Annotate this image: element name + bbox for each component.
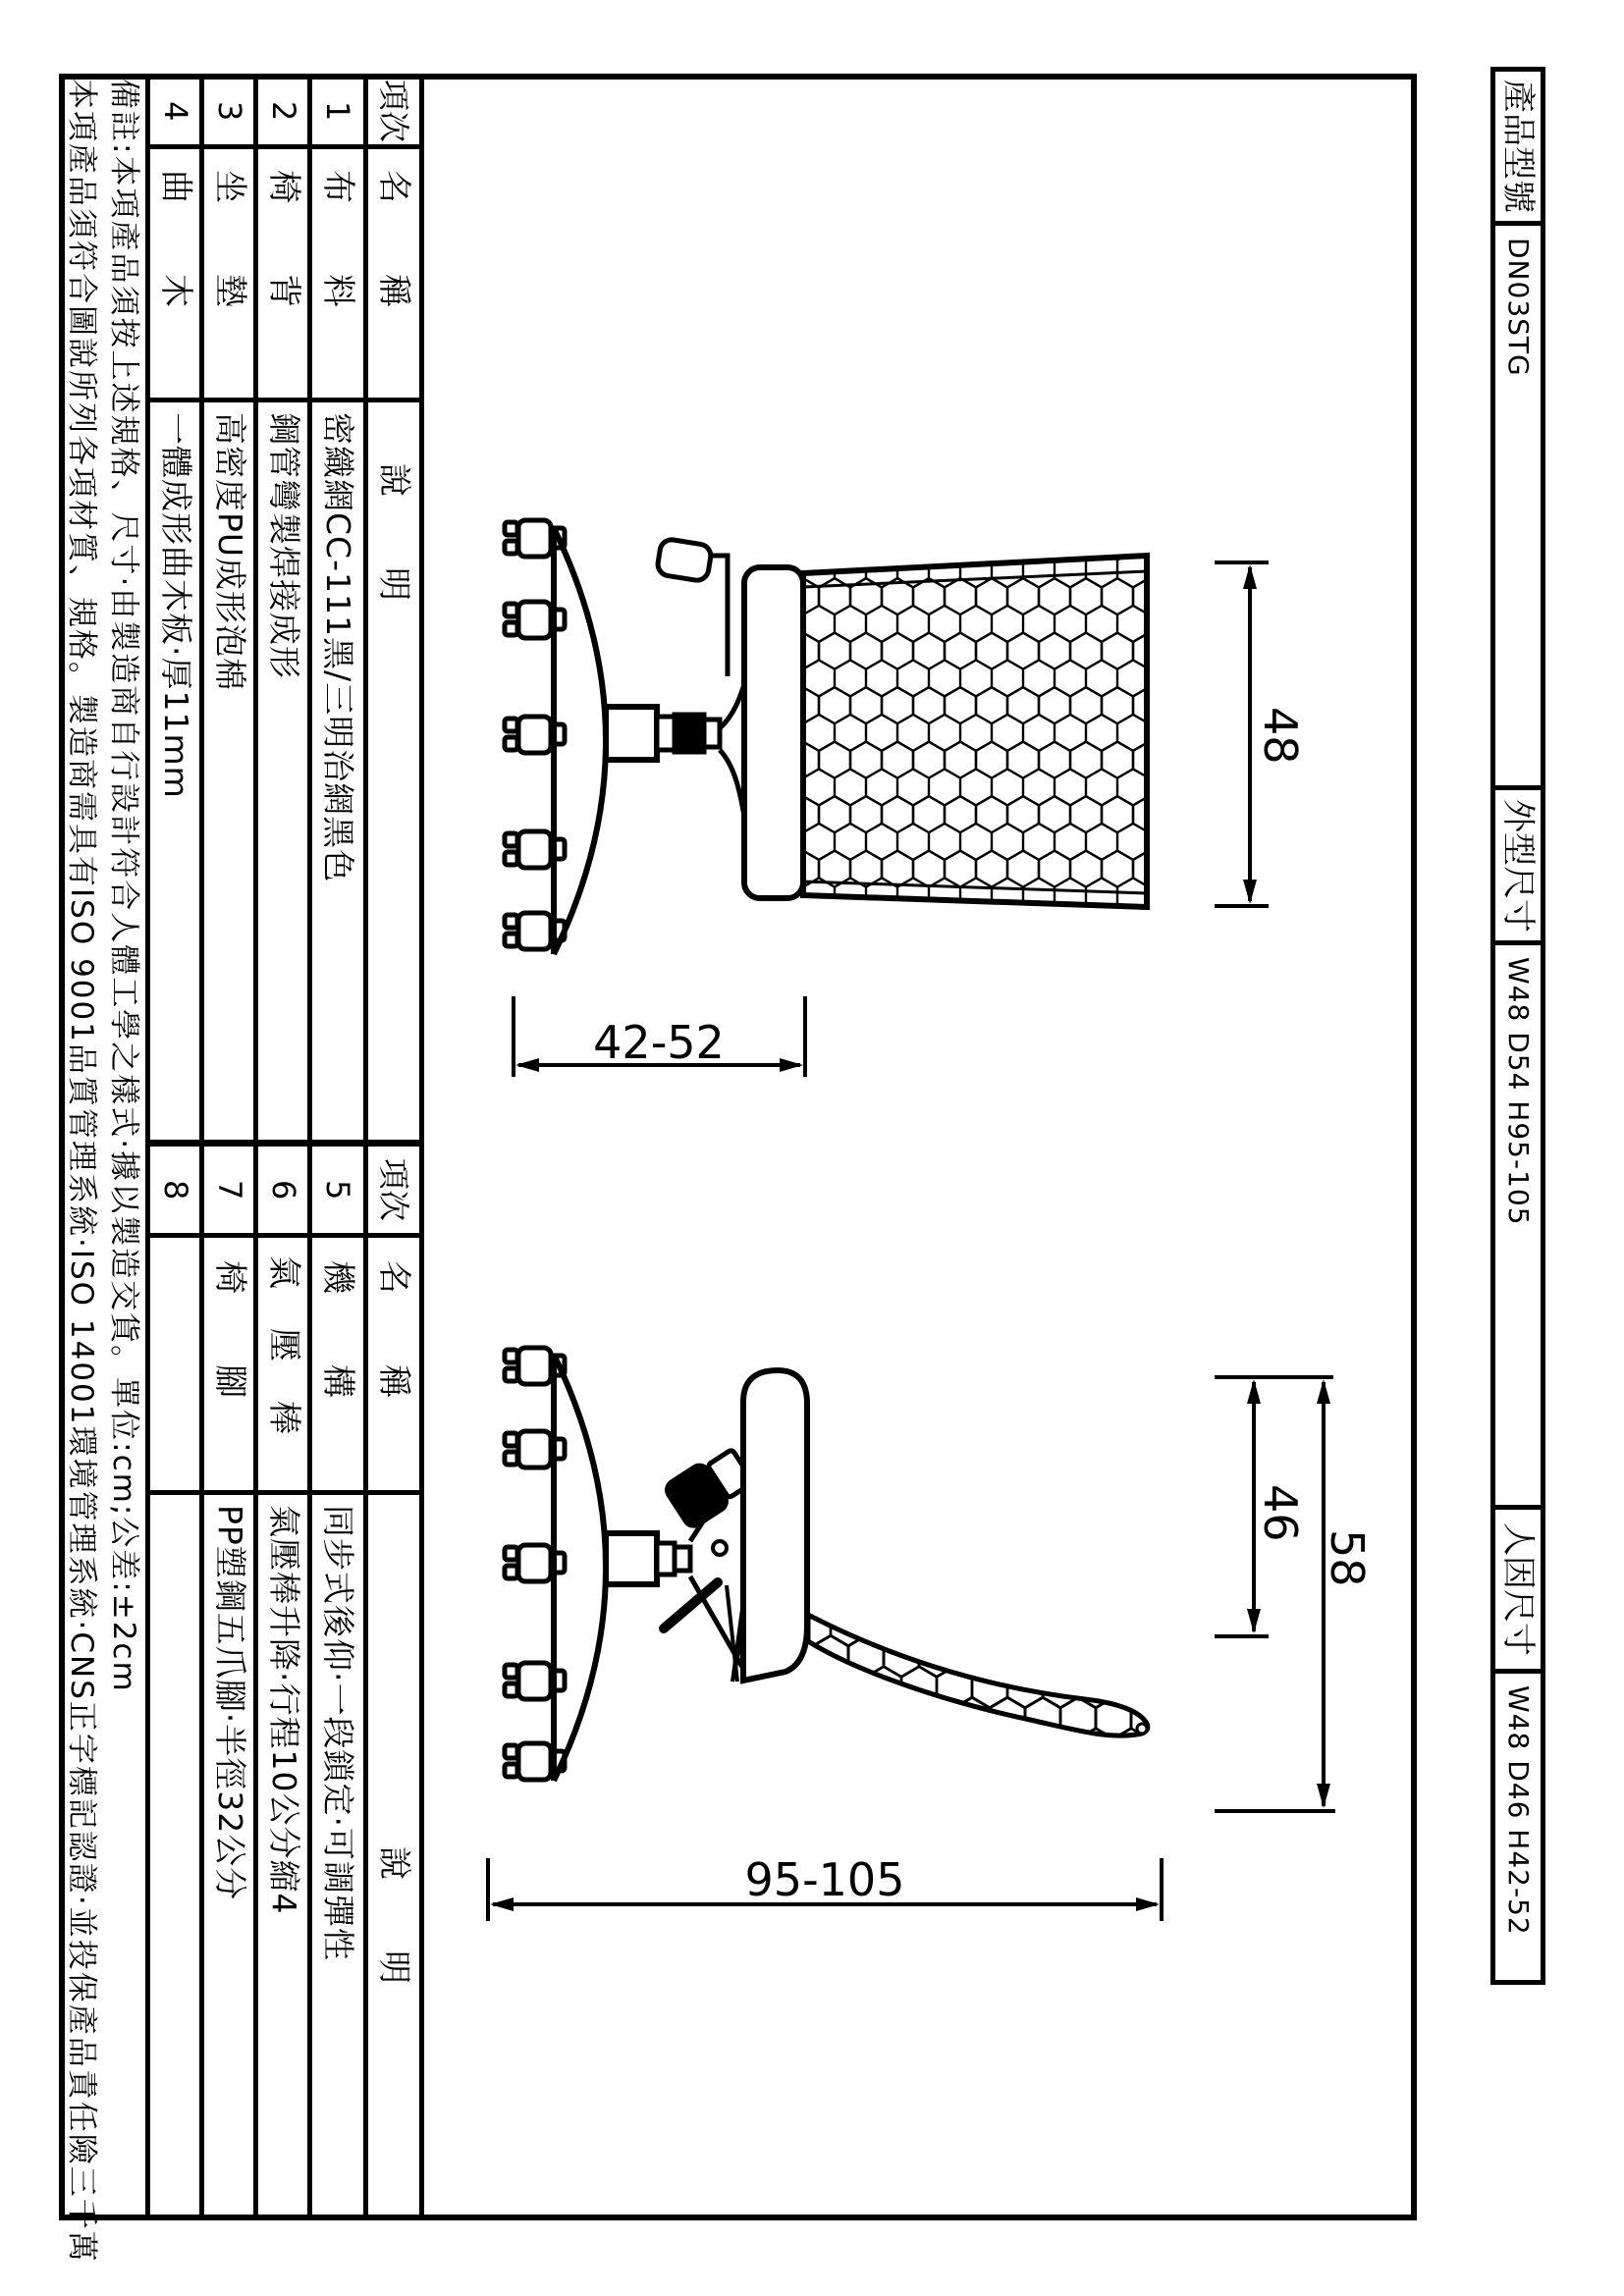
- spec-row-3-name: 坐墊: [210, 169, 249, 378]
- spec-row-5-desc: 同步式後仰·一段鎖定·可調彈性: [319, 1505, 357, 1961]
- backrest-mesh-panel: [803, 556, 1147, 907]
- tilt-knob-back-view: [656, 538, 728, 676]
- spec-row-7-no: 7: [211, 1179, 248, 1201]
- dimension-seat-height-range-label: 42-52: [593, 1016, 725, 1069]
- spec-row-6-no: 6: [265, 1179, 302, 1201]
- spec-row-2-desc: 鋼管彎製焊接成形: [265, 412, 303, 679]
- ergonomic-size-value: W48 D46 H42-52: [1502, 1685, 1535, 1936]
- chair-back-view: [505, 520, 1147, 954]
- spec-row-4-no: 4: [157, 101, 194, 122]
- spec-row-5-name: 機構: [318, 1259, 357, 1468]
- dimension-back-height-label: 58: [1321, 1529, 1374, 1587]
- spec-row-8-no: 8: [157, 1179, 194, 1201]
- spec-row-7-name: 椅腳: [210, 1259, 249, 1468]
- seat-profile: [743, 1370, 807, 1681]
- dimension-back-height: [1215, 1379, 1335, 1811]
- spec-row-3-no: 3: [211, 101, 248, 122]
- spec-row-1-name: 布料: [318, 169, 357, 378]
- table1-desc-header: 說明: [374, 463, 413, 671]
- backrest-pad-edge: [744, 567, 803, 898]
- remarks-line-1: 備註:本項產品須按上述規格、尺寸·由製造商自行設計符合人體工學之樣式·據以製造交貨。單位:cm;公差:±2cm: [106, 79, 141, 1693]
- product-model-label: 產品型號: [1498, 80, 1538, 213]
- spec-row-4-name: 曲木: [156, 169, 195, 378]
- spec-row-3-desc: 高密度PU成形泡棉: [211, 412, 249, 692]
- remarks-line-2: 本項產品須符合圖說所列各項材質、規格。製造商需具有ISO 9001品質管理系統·ISO 14001環境管理系統·CNS正字標記認證·並投保產品責任險三千萬: [64, 79, 99, 2264]
- table1-name-header: 名稱: [374, 169, 413, 378]
- chair-side-view: [505, 1348, 1168, 1781]
- overall-size-value: W48 D54 H95-105: [1502, 957, 1535, 1226]
- spec-row-2-no: 2: [265, 101, 302, 122]
- dimension-total-height-range-label: 95-105: [744, 1853, 905, 1906]
- spec-row-1-no: 1: [319, 101, 356, 122]
- spec-row-6-desc: 氣壓棒升降·行程10公分縮4: [265, 1505, 303, 1915]
- dimension-seat-depth-label: 46: [1254, 1484, 1307, 1542]
- ergonomic-size-label: 人因尺寸: [1498, 1522, 1538, 1656]
- overall-size-label: 外型尺寸: [1498, 798, 1538, 933]
- table2-name-header: 名稱: [374, 1259, 413, 1468]
- table2-item-header: 項次: [375, 1157, 412, 1221]
- dimension-back-width-label: 48: [1254, 707, 1307, 765]
- product-model-value: DN03STG: [1502, 238, 1535, 377]
- gas-lift-back-view: [606, 681, 745, 823]
- spec-row-7-desc: PP塑鋼五爪腳·半徑32公分: [211, 1505, 249, 1901]
- table1-item-header: 項次: [375, 80, 412, 143]
- spec-row-2-name: 椅背: [264, 169, 303, 378]
- spec-row-6-name: 氣壓棒: [264, 1255, 303, 1473]
- table2-desc-header: 說明: [374, 1846, 413, 2055]
- spec-row-4-desc: 一體成形曲木板·厚11mm: [157, 412, 195, 799]
- backrest-curve: [785, 1600, 1168, 1752]
- spec-row-5-no: 5: [319, 1179, 356, 1201]
- tilt-lever: [664, 1582, 743, 1682]
- spec-row-1-desc: 密織網CC-111黑/三明治網黑色: [319, 412, 357, 883]
